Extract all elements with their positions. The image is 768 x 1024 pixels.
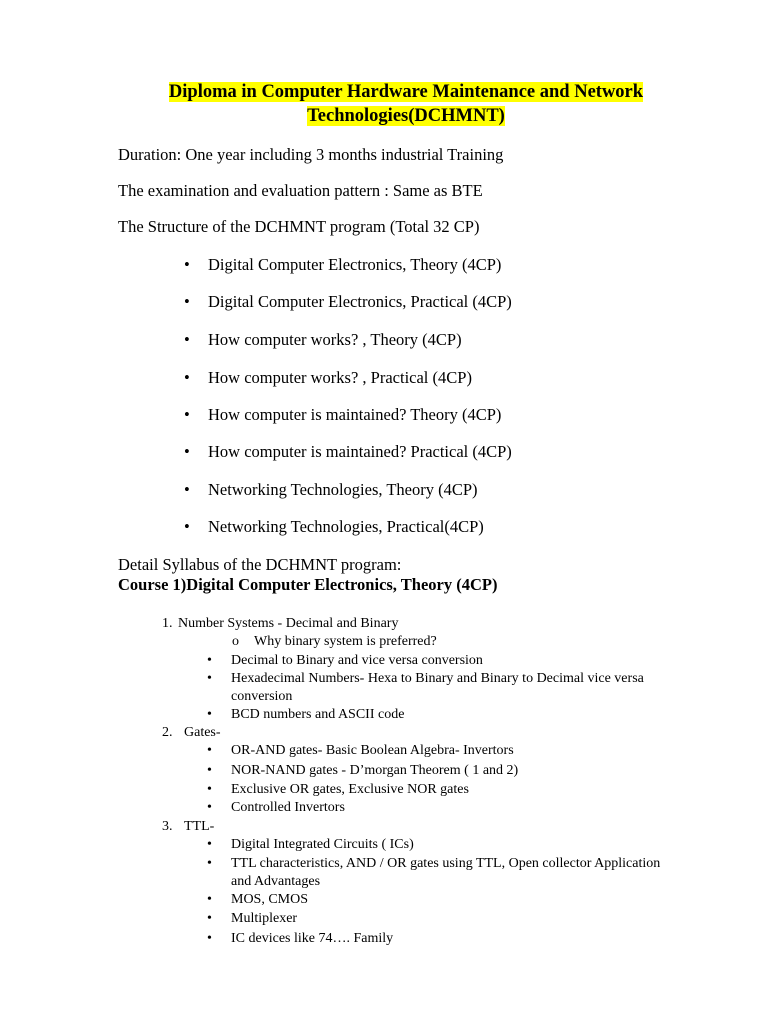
bullet-icon: • [207, 763, 212, 778]
structure-item: How computer is maintained? Theory (4CP) [208, 405, 502, 424]
structure-item: Networking Technologies, Theory (4CP) [208, 480, 478, 499]
list-item: Controlled Invertors [231, 800, 345, 815]
structure-item: Digital Computer Electronics, Theory (4CP) [208, 255, 502, 274]
bullet-icon: • [207, 782, 212, 797]
list-item-continuation: and Advantages [231, 874, 321, 889]
section-title: Number Systems - Decimal and Binary [178, 616, 399, 631]
structure-item: Digital Computer Electronics, Practical (4CP) [208, 292, 512, 311]
structure-item: How computer works? , Theory (4CP) [208, 330, 462, 349]
list-item: NOR-NAND gates - D’morgan Theorem ( 1 and 2) [231, 763, 519, 778]
list-item: MOS, CMOS [231, 892, 309, 907]
list-item: Multiplexer [231, 911, 298, 926]
bullet-icon: • [207, 653, 212, 668]
bullet-icon: • [207, 931, 212, 946]
bullet-icon: • [184, 368, 190, 387]
section-number: 2. [162, 725, 173, 740]
bullet-icon: • [207, 856, 212, 871]
list-item: OR-AND gates- Basic Boolean Algebra- Invertors [231, 743, 514, 758]
duration-text: Duration: One year including 3 months industrial Training [118, 145, 504, 164]
bullet-icon: • [184, 517, 190, 536]
list-item: IC devices like 74…. Family [231, 931, 394, 946]
detail-heading: Detail Syllabus of the DCHMNT program: [118, 555, 402, 574]
bullet-icon: • [207, 800, 212, 815]
bullet-icon: • [207, 911, 212, 926]
bullet-icon: • [184, 292, 190, 311]
course-heading: Course 1)Digital Computer Electronics, Theory (4CP) [118, 575, 498, 594]
structure-heading: The Structure of the DCHMNT program (Total 32 CP) [118, 217, 480, 236]
list-item: Digital Integrated Circuits ( ICs) [231, 837, 414, 852]
document-title [0, 80, 768, 128]
bullet-icon: • [184, 442, 190, 461]
sub-bullet-icon: o [232, 634, 239, 649]
bullet-icon: • [207, 837, 212, 852]
structure-item: How computer works? , Practical (4CP) [208, 368, 472, 387]
bullet-icon: • [184, 405, 190, 424]
list-item: Decimal to Binary and vice versa conversion [231, 653, 483, 668]
section-title: TTL- [184, 819, 215, 834]
structure-item: How computer is maintained? Practical (4CP) [208, 442, 512, 461]
bullet-icon: • [207, 671, 212, 686]
section-number: 3. [162, 819, 173, 834]
list-item: TTL characteristics, AND / OR gates using TTL, Open collector Application [231, 856, 661, 871]
bullet-icon: • [207, 892, 212, 907]
title-line-2: Technologies(DCHMNT) [307, 106, 505, 126]
list-item: Hexadecimal Numbers- Hexa to Binary and Binary to Decimal vice versa [231, 671, 644, 686]
list-item: Exclusive OR gates, Exclusive NOR gates [231, 782, 469, 797]
exam-pattern-text: The examination and evaluation pattern : Same as BTE [118, 181, 483, 200]
bullet-icon: • [184, 255, 190, 274]
list-item-continuation: conversion [231, 689, 293, 704]
bullet-icon: • [184, 330, 190, 349]
title-line-1: Diploma in Computer Hardware Maintenance and Network [168, 82, 644, 102]
structure-item: Networking Technologies, Practical(4CP) [208, 517, 484, 536]
list-item: BCD numbers and ASCII code [231, 707, 405, 722]
sub-item: Why binary system is preferred? [254, 634, 437, 649]
bullet-icon: • [207, 743, 212, 758]
bullet-icon: • [207, 707, 212, 722]
section-number: 1. [162, 616, 173, 631]
section-title: Gates- [184, 725, 221, 740]
bullet-icon: • [184, 480, 190, 499]
